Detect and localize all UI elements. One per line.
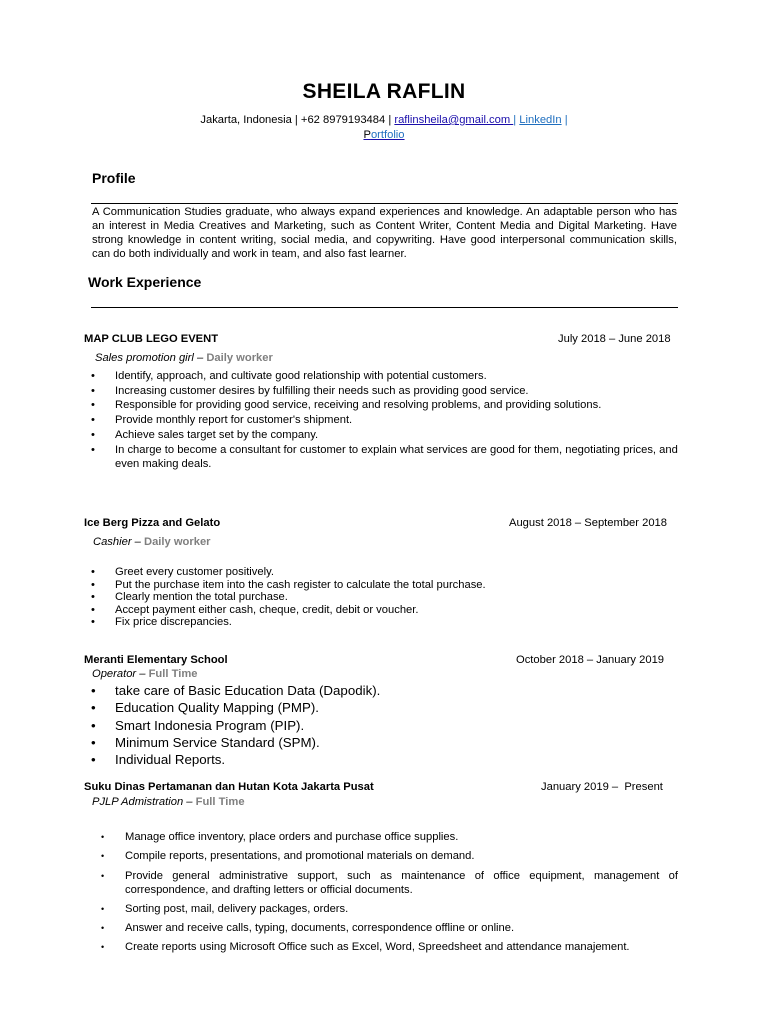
list-item: • Fix price discrepancies.: [91, 616, 232, 629]
employment-type: Full Time: [195, 796, 245, 808]
list-item: • Put the purchase item into the cash register to calculate the total purchase.: [91, 578, 486, 591]
email-link[interactable]: raflinsheila@gmail.com: [394, 114, 514, 126]
bullet-icon: •: [101, 870, 105, 881]
list-item: • Minimum Service Standard (SPM).: [91, 734, 320, 750]
profile-divider: [91, 203, 678, 204]
list-item: • Manage office inventory, place orders and purchase office supplies.: [101, 831, 459, 843]
portfolio-label: ortfolio: [370, 129, 405, 141]
job-duties-list: [91, 566, 678, 629]
bullet-icon: •: [91, 700, 96, 716]
job-company: MAP CLUB LEGO EVENT: [84, 333, 219, 345]
location-phone: Jakarta, Indonesia | +62 8979193484 |: [200, 114, 395, 126]
bullet-icon: •: [91, 428, 95, 441]
job-company: Ice Berg Pizza and Gelato: [84, 517, 221, 529]
list-item: • Clearly mention the total purchase.: [91, 591, 288, 604]
job-duties-list: [91, 369, 678, 472]
employment-type: Full Time: [148, 668, 198, 680]
portfolio-link[interactable]: [363, 129, 404, 141]
list-item: • Compile reports, presentations, and promotional materials on demand.: [101, 850, 475, 863]
job-duties-list: [101, 830, 678, 960]
bullet-icon: •: [91, 717, 96, 733]
list-item: • Accept payment either cash, cheque, credit, debit or voucher.: [91, 603, 419, 616]
separator: |: [561, 114, 568, 126]
job-role: [93, 536, 211, 548]
list-item: • In charge to become a consultant for customer to explain what services are good for them, negotiating prices, and even making deals.: [91, 443, 678, 471]
job-company: Suku Dinas Pertamanan dan Hutan Kota Jakarta Pusat: [84, 781, 374, 793]
work-divider: [91, 307, 678, 308]
list-item: • Provide monthly report for customer's shipment.: [91, 414, 353, 427]
job-date: August 2018 – September 2018: [509, 517, 667, 529]
bullet-icon: •: [91, 616, 95, 629]
candidate-name: SHEILA RAFLIN: [302, 80, 466, 103]
profile-heading: Profile: [92, 170, 136, 186]
bullet-icon: •: [91, 734, 96, 750]
employment-type: Daily worker: [206, 352, 273, 364]
list-item: • Individual Reports.: [91, 752, 226, 768]
role-title: Sales promotion girl –: [95, 352, 207, 364]
bullet-icon: •: [101, 832, 105, 842]
linkedin-link[interactable]: LinkedIn: [519, 114, 562, 126]
separator: |: [513, 114, 520, 126]
list-item: • Answer and receive calls, typing, documents, correspondence offline or online.: [101, 922, 515, 935]
list-item: • Greet every customer positively.: [91, 566, 274, 578]
bullet-icon: •: [91, 566, 95, 578]
list-item: • Identify, approach, and cultivate good relationship with potential customers.: [91, 370, 487, 382]
bullet-icon: •: [91, 414, 95, 427]
role-title: Operator –: [92, 668, 149, 680]
portfolio-initial: P: [363, 129, 371, 141]
bullet-icon: •: [91, 752, 96, 768]
job-role: [92, 796, 245, 808]
list-item: • Provide general administrative support, such as maintenance of office equipment, management of correspondence, and drafting letters or official documents.: [101, 869, 678, 896]
job-date: January 2019 – Present: [541, 781, 663, 793]
list-item: • Education Quality Mapping (PMP).: [91, 700, 319, 716]
bullet-icon: •: [91, 591, 95, 604]
list-item: • Increasing customer desires by fulfilling their needs such as providing good service.: [91, 384, 529, 397]
job-date: July 2018 – June 2018: [558, 333, 671, 345]
bullet-icon: •: [91, 443, 95, 456]
bullet-icon: •: [101, 851, 105, 862]
bullet-icon: •: [101, 923, 105, 934]
employment-type: Daily worker: [144, 536, 211, 548]
contact-info: [0, 113, 768, 142]
job-company: Meranti Elementary School: [84, 654, 228, 666]
bullet-icon: •: [91, 683, 96, 698]
role-title: PJLP Admistration –: [92, 796, 196, 808]
job-role: [92, 668, 198, 680]
bullet-icon: •: [91, 603, 95, 616]
job-duties-list: [91, 682, 591, 768]
bullet-icon: •: [91, 399, 95, 412]
portfolio-line: [0, 128, 768, 142]
list-item: • Responsible for providing good service, receiving and resolving problems, and providing solutions.: [91, 399, 602, 412]
bullet-icon: •: [101, 942, 105, 953]
role-title: Cashier –: [93, 536, 144, 548]
list-item: • Achieve sales target set by the company.: [91, 428, 319, 441]
list-item: • Smart Indonesia Program (PIP).: [91, 717, 305, 733]
bullet-icon: •: [91, 578, 95, 591]
work-experience-heading: Work Experience: [88, 274, 202, 290]
list-item: • take care of Basic Education Data (Dapodik).: [91, 683, 381, 698]
job-date: October 2018 – January 2019: [516, 654, 665, 666]
bullet-icon: •: [101, 903, 105, 914]
list-item: • Sorting post, mail, delivery packages, orders.: [101, 902, 349, 915]
list-item: • Create reports using Microsoft Office such as Excel, Word, Spreedsheet and attendance manajement.: [101, 941, 630, 954]
bullet-icon: •: [91, 370, 95, 382]
profile-summary: A Communication Studies graduate, who always expand experiences and knowledge. An adaptable person who has an interest in Media Creatives and Marketing, such as Content Writer, Content Media and Digital Marketing. Have strong knowledge in content writing, social media, and copywriting. Have good interpersonal communication skills, can do both individually and work in team, and also fast learner.: [92, 206, 677, 260]
bullet-icon: •: [91, 384, 95, 397]
job-role: [95, 352, 273, 364]
